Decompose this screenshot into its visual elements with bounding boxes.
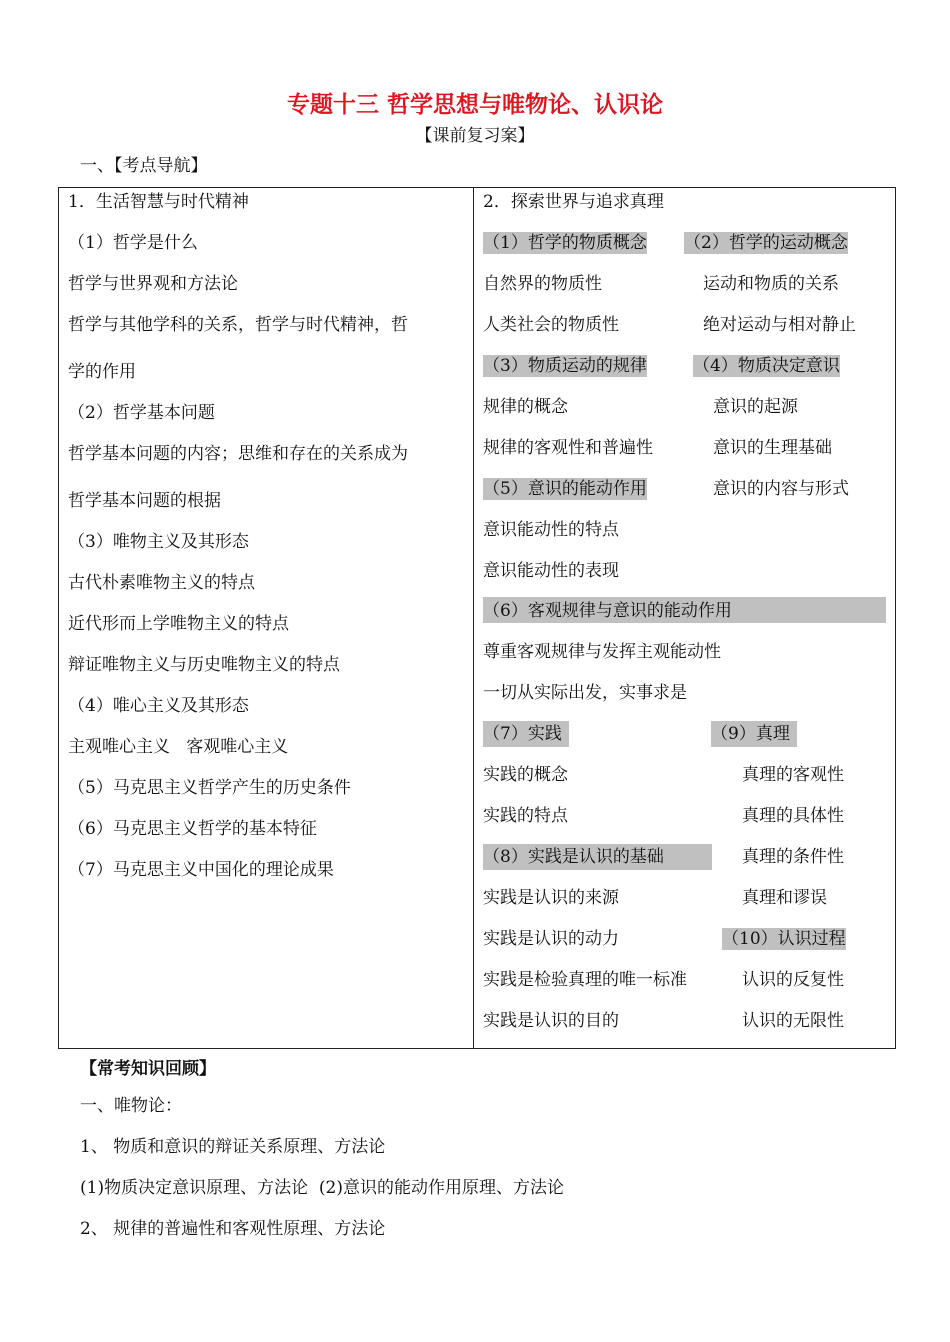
list-item: 哲学基本问题的内容；思维和存在的关系成为: [68, 444, 408, 464]
topic-heading: （3）物质运动的规律: [483, 356, 647, 376]
list-item: 认识的反复性: [742, 970, 844, 990]
list-item: 人类社会的物质性: [483, 315, 619, 335]
list-item: 哲学基本问题的根据: [68, 491, 221, 511]
list-item: 意识的生理基础: [713, 438, 832, 458]
review-line: (1)物质决定意识原理、方法论 (2)意识的能动作用原理、方法论: [80, 1178, 564, 1198]
list-item: 一切从实际出发，实事求是: [483, 683, 687, 703]
topic-heading: （10）认识过程: [722, 929, 846, 949]
list-item: （3）唯物主义及其形态: [68, 532, 249, 552]
topic-heading: （6）客观规律与意识的能动作用: [483, 601, 732, 621]
list-item: 绝对运动与相对静止: [703, 315, 856, 335]
list-item: 实践是认识的来源: [483, 888, 619, 908]
list-item: 哲学与其他学科的关系，哲学与时代精神，哲: [68, 315, 408, 335]
list-item: 实践的概念: [483, 765, 568, 785]
review-line: 2、 规律的普遍性和客观性原理、方法论: [80, 1219, 386, 1239]
list-item: 规律的客观性和普遍性: [483, 438, 653, 458]
list-item: 认识的无限性: [742, 1011, 844, 1031]
list-item: 古代朴素唯物主义的特点: [68, 573, 255, 593]
list-item: 辩证唯物主义与历史唯物主义的特点: [68, 655, 340, 675]
column-divider: [473, 187, 474, 1049]
review-line: 1、 物质和意识的辩证关系原理、方法论: [80, 1137, 386, 1157]
list-item: （7）马克思主义中国化的理论成果: [68, 860, 334, 880]
section-heading: 一、【考点导航】: [80, 156, 208, 176]
topic-heading: （9）真理: [711, 724, 790, 744]
topic-heading: （7）实践: [483, 724, 562, 744]
list-item: （6）马克思主义哲学的基本特征: [68, 819, 317, 839]
list-item: 意识能动性的特点: [483, 520, 619, 540]
list-item: 运动和物质的关系: [703, 274, 839, 294]
right-heading: 2．探索世界与追求真理: [483, 192, 664, 212]
list-item: 意识的内容与形式: [713, 479, 849, 499]
list-item: 尊重客观规律与发挥主观能动性: [483, 642, 721, 662]
topic-heading: （8）实践是认识的基础: [483, 847, 664, 867]
list-item: 学的作用: [68, 362, 136, 382]
page-title: 专题十三 哲学思想与唯物论、认识论: [286, 92, 663, 118]
list-item: 真理和谬误: [742, 888, 827, 908]
list-item: 哲学与世界观和方法论: [68, 274, 238, 294]
list-item: 真理的条件性: [742, 847, 844, 867]
page-subtitle: 【课前复习案】: [415, 126, 535, 146]
list-item: 规律的概念: [483, 397, 568, 417]
list-item: 意识能动性的表现: [483, 561, 619, 581]
list-item: （5）马克思主义哲学产生的历史条件: [68, 778, 351, 798]
list-item: 实践是检验真理的唯一标准: [483, 970, 687, 990]
list-item: 主观唯心主义 客观唯心主义: [68, 737, 289, 757]
review-line: 一、唯物论：: [80, 1096, 182, 1116]
topic-heading: （2）哲学的运动概念: [684, 233, 848, 253]
list-item: （4）唯心主义及其形态: [68, 696, 249, 716]
list-item: （1）哲学是什么: [68, 233, 198, 253]
list-item: 近代形而上学唯物主义的特点: [68, 614, 289, 634]
review-title: 【常考知识回顾】: [80, 1059, 216, 1079]
list-item: 自然界的物质性: [483, 274, 602, 294]
left-heading: 1．生活智慧与时代精神: [68, 192, 249, 212]
topic-heading: （5）意识的能动作用: [483, 479, 647, 499]
list-item: 实践的特点: [483, 806, 568, 826]
list-item: 实践是认识的目的: [483, 1011, 619, 1031]
list-item: 真理的具体性: [742, 806, 844, 826]
list-item: 意识的起源: [713, 397, 798, 417]
topic-heading: （1）哲学的物质概念: [483, 233, 647, 253]
topic-heading: （4）物质决定意识: [693, 356, 840, 376]
list-item: （2）哲学基本问题: [68, 403, 215, 423]
list-item: 真理的客观性: [742, 765, 844, 785]
list-item: 实践是认识的动力: [483, 929, 619, 949]
